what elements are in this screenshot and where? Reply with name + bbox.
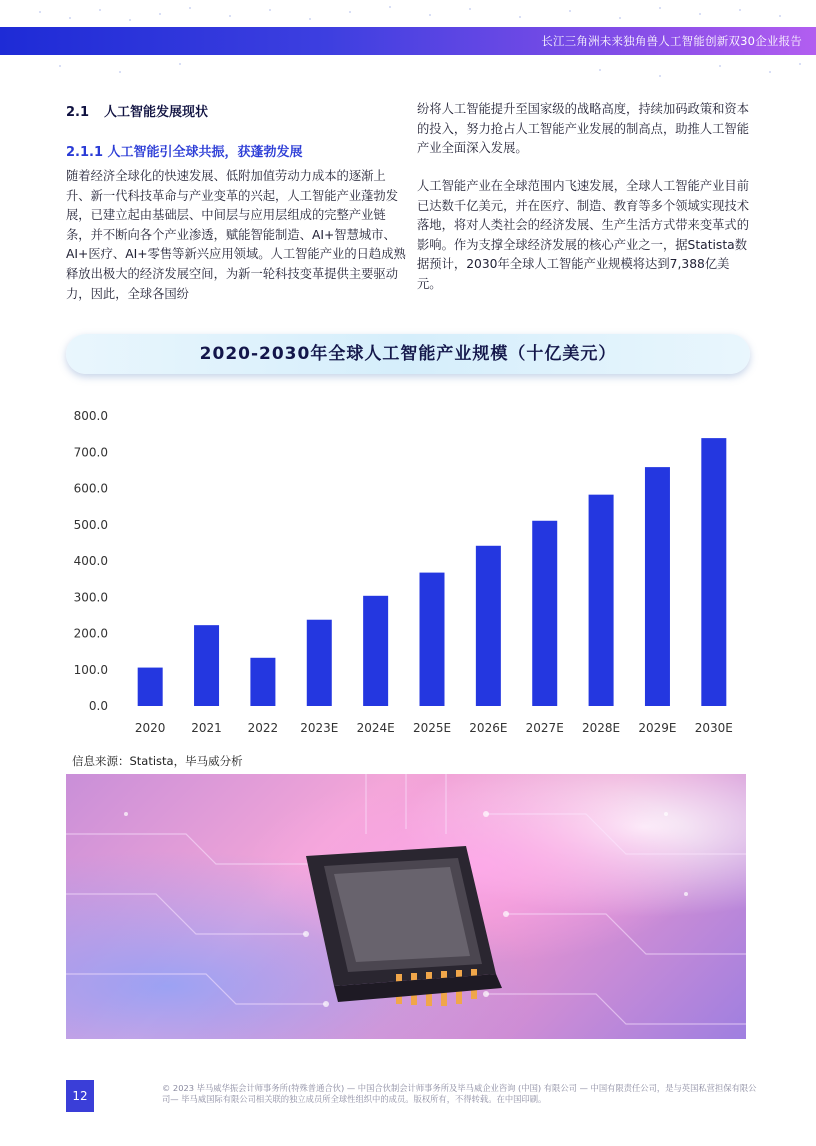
x-tick-label: 2030E [694, 721, 733, 735]
bar-2028E [589, 495, 614, 706]
y-tick-label: 500.0 [73, 517, 108, 532]
x-tick-label: 2022 [247, 721, 279, 735]
x-tick-label: 2027E [525, 721, 564, 735]
header-bar [0, 27, 816, 55]
section-heading [66, 101, 208, 120]
y-tick-label: 100.0 [73, 662, 108, 677]
subsection-heading: 2.1.1 人工智能引全球共振，获蓬勃发展 [66, 145, 303, 160]
bar-2022 [250, 658, 275, 706]
y-tick-label: 800.0 [73, 409, 108, 423]
bar-2024E [363, 596, 388, 706]
source-note: 信息来源：Statista，毕马威分析 [72, 754, 243, 768]
bar-2027E [532, 521, 557, 706]
x-tick-label: 2026E [469, 721, 508, 735]
bar-2021 [194, 625, 219, 706]
x-tick-label: 2028E [582, 721, 621, 735]
bar-2030E [701, 438, 726, 706]
report-title: 长江三角洲未来独角兽人工智能创新双30企业报告 [541, 34, 802, 48]
y-tick-label: 400.0 [73, 554, 108, 568]
x-tick-label: 2029E [638, 721, 677, 735]
page-number: 12 [66, 1080, 94, 1112]
y-tick-label: 700.0 [73, 445, 108, 460]
y-tick-label: 300.0 [73, 590, 108, 605]
chart-title: 2020-2030年全球人工智能产业规模（十亿美元） [199, 344, 617, 364]
x-tick-label: 2021 [191, 721, 222, 735]
body-paragraph-left: 随着经济全球化的快速发展、低附加值劳动力成本的逐渐上升、新一代科技革命与产业变革的兴起，人工智能产业蓬勃发展，已建立起由基础层、中间层与应用层组成的完整产业链条，并不断向各个产业渗透，赋能智能制造、AI+智慧城市、AI+医疗、AI+零售等新兴应用领域。人工智能产业的日趋成熟释放出极大的经济发展空间，为新一轮科技变革提供主要驱动力，因此，全球各国纷 [66, 169, 406, 301]
y-tick-label: 0.0 [88, 699, 108, 713]
chip-illustration [66, 774, 746, 1039]
bar-2029E [645, 467, 670, 706]
y-tick-label: 600.0 [73, 481, 108, 496]
bar-2020 [138, 668, 163, 706]
bar-chart [60, 400, 760, 745]
x-tick-label: 2024E [356, 721, 395, 735]
section-number: 2.1 [66, 105, 90, 120]
circuit-chip-photo [66, 774, 746, 1039]
x-tick-label: 2023E [300, 721, 339, 735]
copyright-text: © 2023 毕马威华振会计师事务所(特殊普通合伙) — 中国合伙制会计师事务所及毕马威企业咨询 (中国) 有限公司 — 中国有限责任公司，是与英国私营担保有限公司— 毕马威国际有限公司相关联的独立成员所全球性组织中的成员。版权所有，不得转载。在中国印刷。 [162, 1083, 757, 1104]
bar-2023E [307, 620, 332, 706]
x-tick-label: 2025E [412, 721, 452, 735]
section-title: 人工智能发展现状 [104, 105, 209, 120]
bar-2025E [420, 573, 445, 706]
x-tick-label: 2020 [134, 721, 166, 735]
bar-2026E [476, 546, 501, 706]
body-paragraph-right-1: 纷将人工智能提升至国家级的战略高度，持续加码政策和资本的投入，努力抢占人工智能产业发展的制高点，助推人工智能产业全面深入发展。 [417, 102, 750, 156]
body-paragraph-right-2: 人工智能产业在全球范围内飞速发展，全球人工智能产业目前已达数千亿美元，并在医疗、制造、教育等多个领域实现技术落地，将对人类社会的经济发展、生产生活方式带来变革式的影响。作为支撑全球经济发展的核心产业之一，据Statista数据预计，2030年全球人工智能产业规模将达到7,388亿美元。 [417, 179, 750, 291]
chart-title-banner [66, 334, 750, 374]
y-tick-label: 200.0 [73, 626, 108, 641]
